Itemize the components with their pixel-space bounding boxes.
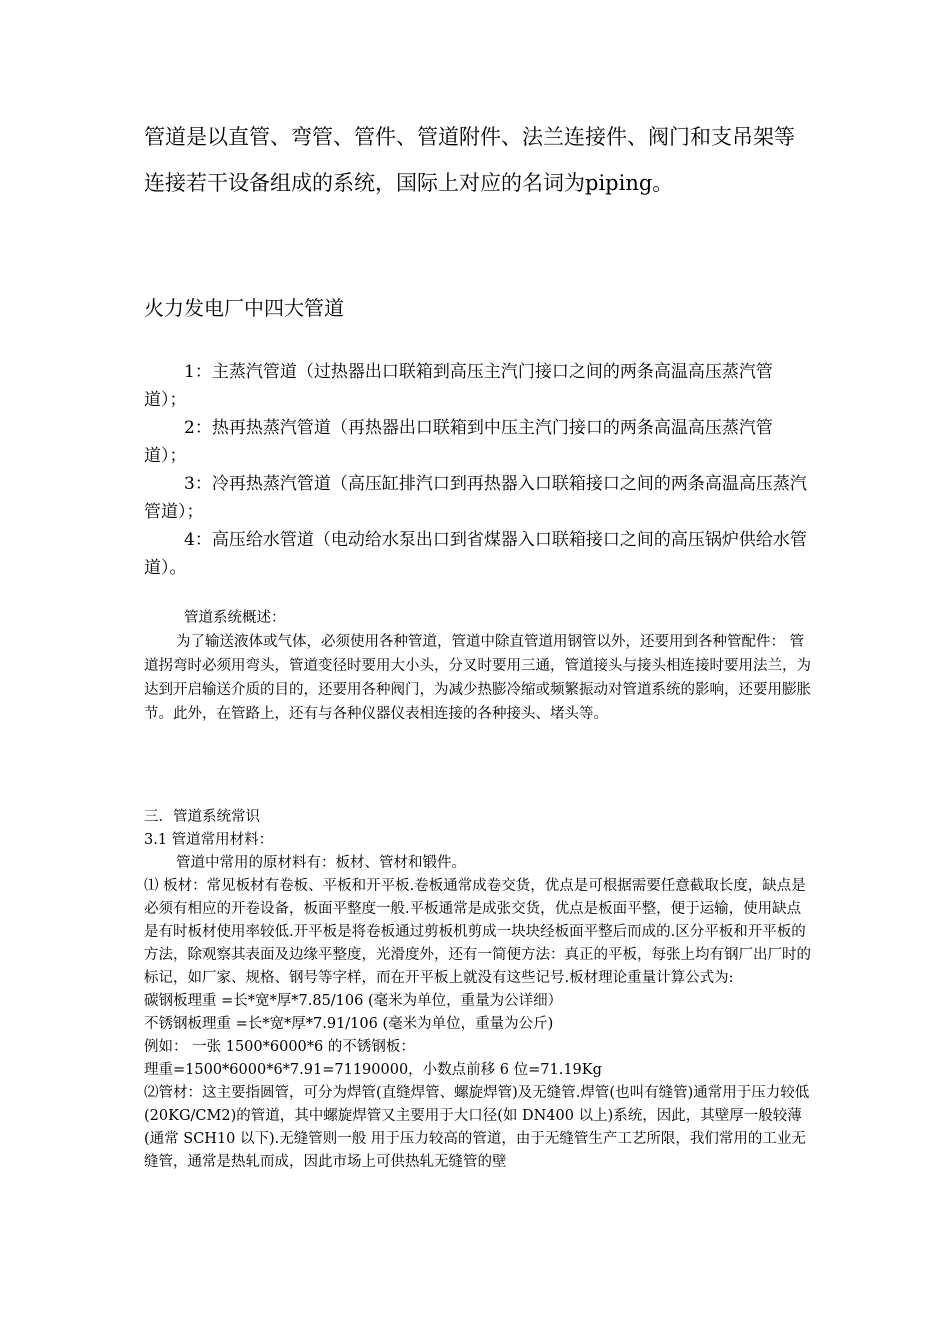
formula-carbon-steel: 碳钢板理重 =长*宽*厚*7.85/106 (毫米为单位，重量为公详细）	[144, 993, 563, 1009]
section-3-heading: 三．管道系统常识	[144, 809, 260, 825]
pipe-paragraph: ⑵管材：这主要指圆管，可分为焊管(直缝焊管、螺旋焊管)及无缝管.焊管(也叫有缝管)通常用于压力较低(20KG/CM2)的管道，其中螺旋焊管又主要用于大口径(如 DN400 以上)系统，因此，其壁厚一般较薄(通常 SCH10 以下).无缝管则一般 用于压力较高的管道，由于无缝管生产工艺所限，我们常用的工业无缝管，通常是热轧而成，因此市场上可供热轧无缝管的壁	[144, 1085, 810, 1170]
example-intro: 例如： 一张 1500*6000*6 的不锈钢板：	[144, 1039, 415, 1055]
formula-stainless-steel: 不锈钢板理重 =长*宽*厚*7.91/106 (毫米为单位，重量为公斤)	[144, 1016, 554, 1032]
four-pipes-list	[144, 358, 814, 582]
intro-paragraph: 管道是以直管、弯管、管件、管道附件、法兰连接件、阀门和支吊架等连接若干设备组成的系统，国际上对应的名词为piping。	[144, 125, 795, 195]
overview-body: 为了输送液体或气体，必须使用各种管道，管道中除直管道用钢管以外，还要用到各种管配件： 管道拐弯时必须用弯头，管道变径时要用大小头，分叉时要用三通，管道接头与接头相连接时要用法兰，为达到开启输送介质的目的，还要用各种阀门，为减少热膨冷缩或频繁振动对管道系统的影响，还要用膨胀节。此外，在管路上，还有与各种仪器仪表相连接的各种接头、堵头等。	[144, 634, 811, 722]
materials-intro: 管道中常用的原材料有：板材、管材和锻件。	[176, 855, 466, 871]
overview-title: 管道系统概述：	[184, 610, 286, 626]
pipe-item-2: 2：热再热蒸汽管道（再热器出口联箱到中压主汽门接口的两条高温高压蒸汽管道）；	[144, 418, 773, 466]
example-calculation: 理重=1500*6000*6*7.91=71190000，小数点前移 6 位=71.19Kg	[144, 1062, 602, 1078]
section-3-1-heading: 3.1 管道常用材料：	[144, 832, 274, 848]
pipe-item-3: 3：冷再热蒸汽管道（高压缸排汽口到再热器入口联箱接口之间的两条高温高压蒸汽管道）；	[144, 474, 807, 522]
four-pipes-heading: 火力发电厂中四大管道	[144, 296, 344, 320]
plate-paragraph: ⑴ 板材：常见板材有卷板、平板和开平板.卷板通常成卷交货，优点是可根据需要任意截取长度，缺点是必须有相应的开卷设备，板面平整度一般.平板通常是成张交货，优点是板面平整，便于运输，使用缺点是有时板材使用率较低.开平板是将卷板通过剪板机剪成一块块经板面平整后而成的.区分平板和开平板的方法，除观察其表面及边缘平整度，光滑度外，还有一简便方法：真正的平板，每张上均有钢厂出厂时的标记，如厂家、规格、钢号等字样，而在开平板上就没有这些记号.板材理论重量计算公式为:	[144, 878, 811, 986]
pipe-item-4: 4：高压给水管道（电动给水泵出口到省煤器入口联箱接口之间的高压锅炉供给水管道）。	[144, 530, 807, 578]
pipe-item-1: 1：主蒸汽管道（过热器出口联箱到高压主汽门接口之间的两条高温高压蒸汽管道）；	[144, 362, 773, 410]
section-3	[144, 806, 814, 1174]
overview-section	[144, 606, 814, 726]
